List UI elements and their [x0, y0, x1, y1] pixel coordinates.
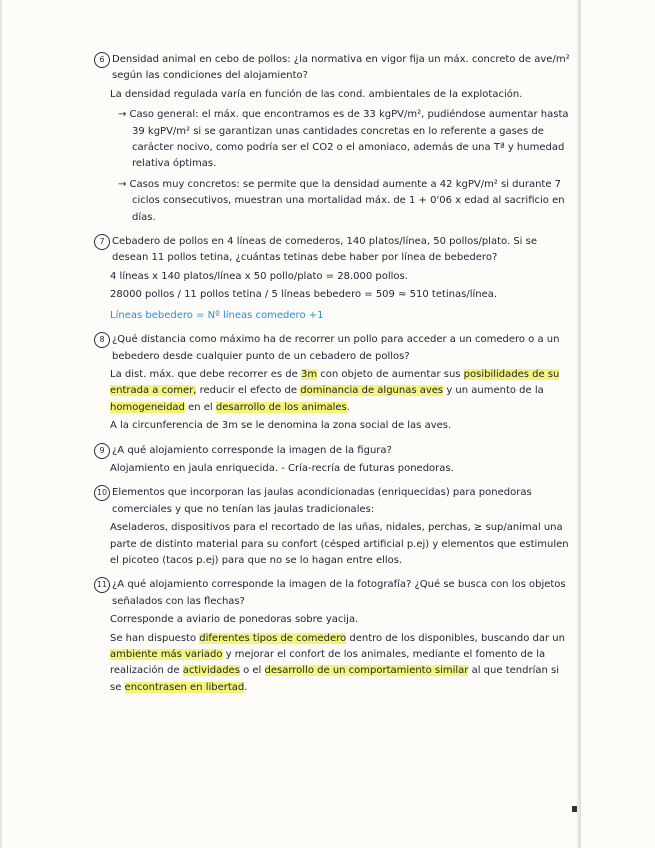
answer-fragment: Se han dispuesto [110, 632, 200, 644]
question-11-head [96, 577, 570, 610]
question-text: ¿A qué alojamiento corresponde la imagen de la fotografía? ¿Qué se busca con los objetos señalados con las flechas? [112, 579, 566, 607]
answer-fragment: y mejorar el confort de los animales, mediante el fomento de la realización de [110, 649, 546, 677]
highlighted-text: ambiente más variado [110, 649, 223, 660]
answer-bullet: → Caso general: el máx. que encontramos es de 33 kgPV/m², pudiéndose aumentar hasta 39 kgPV/m² si se garantizan unas cantidades concretas en lo referente a gases de carácter nocivo, como podría ser el CO2 o el amoniaco, además de una Tª y humedad relativa óptimas. [118, 109, 569, 170]
highlighted-text: desarrollo de los animales [215, 401, 347, 413]
highlighted-text: posibilidades de su entrada a comer, [110, 368, 560, 397]
answer-fragment: y un aumento de la [443, 385, 544, 397]
question-10 [96, 485, 570, 569]
answer-fragment: dentro de los disponibles, buscando dar un [346, 632, 565, 644]
answer-text: A la circunferencia de 3m se le denomina la zona social de las aves. [110, 420, 452, 432]
question-11 [96, 577, 570, 696]
answer-fragment: con objeto de aumentar sus [317, 368, 464, 380]
answer-fragment: La dist. máx. que debe recorrer es de [110, 368, 301, 380]
answer-fragment: . [346, 401, 350, 413]
answer-text: La densidad regulada varía en función de las cond. ambientales de la explotación. [110, 88, 523, 100]
answer-text: Corresponde a aviario de ponedoras sobre yacija. [110, 614, 359, 626]
answer-fragment: reducir el efecto de [196, 385, 301, 397]
question-text: ¿A qué alojamiento corresponde la imagen de la figura? [112, 444, 392, 456]
binding-gutter [577, 0, 581, 848]
highlighted-text: homogeneidad [110, 401, 185, 413]
answer-text [110, 631, 570, 697]
answer-fragment: . [244, 681, 248, 693]
calculation-line: 4 líneas x 140 platos/línea x 50 pollo/plato = 28.000 pollos. [110, 270, 408, 282]
question-number: 9 [94, 443, 110, 459]
answer-text: Aseladeros, dispositivos para el recortado de las uñas, nidales, perchas, ≥ sup/animal una parte de distinto material para su confort (césped artificial p.ej) y elementos que estimulen el picoteo (tacos p.ej) para que no se lo hagan entre ellos. [110, 522, 569, 566]
question-number: 11 [94, 577, 110, 593]
question-6-head [99, 52, 570, 85]
question-6 [99, 52, 570, 226]
highlighted-text: desarrollo de un comportamiento similar [264, 665, 469, 677]
question-number: 7 [94, 234, 110, 250]
highlighted-text: encontrasen en libertad [124, 681, 245, 693]
answer-text: Alojamiento en jaula enriquecida. - Cría-recría de futuras ponedoras. [110, 462, 454, 474]
answer-fragment: al que tendrían si se [110, 665, 559, 693]
question-number: 8 [94, 332, 110, 348]
corner-mark [572, 806, 577, 812]
question-7-head [99, 234, 570, 267]
question-8-head [99, 332, 570, 365]
handwritten-notes [96, 52, 570, 704]
question-number: 10 [94, 485, 110, 501]
question-text: Cebadero de pollos en 4 líneas de comederos, 140 platos/línea, 50 pollos/plato. Si se desean 11 pollos tetina, ¿cuántas tetinas debe haber por línea de bebedero? [112, 236, 537, 264]
highlighted-text: diferentes tipos de comedero [199, 632, 347, 644]
answer-fragment: o el [239, 665, 265, 677]
question-9-head [99, 443, 570, 459]
question-9 [99, 443, 570, 478]
question-number: 6 [94, 52, 110, 68]
blue-note: Líneas bebedero = Nº líneas comedero +1 [110, 309, 324, 321]
answer-fragment: en el [184, 401, 216, 413]
highlighted-text: dominancia de algunas aves [300, 385, 444, 397]
answer-text [110, 367, 570, 416]
question-7 [99, 234, 570, 324]
calculation-line: 28000 pollos / 11 pollos tetina / 5 líneas bebedero = 509 ≈ 510 tetinas/línea. [110, 289, 498, 301]
question-8 [99, 332, 570, 434]
question-10-head [96, 485, 570, 518]
question-text: Elementos que incorporan las jaulas acondicionadas (enriquecidas) para ponedoras comerciales y que no tenían las jaulas tradicionales: [112, 487, 532, 515]
question-text: ¿Qué distancia como máximo ha de recorrer un pollo para acceder a un comedero o a un bebedero desde cualquier punto de un cebadero de pollos? [112, 334, 560, 362]
highlighted-text: 3m [300, 368, 318, 380]
question-text: Densidad animal en cebo de pollos: ¿la normativa en vigor fija un máx. concreto de ave/m² según las condiciones del alojamiento? [112, 54, 570, 82]
answer-bullet: → Casos muy concretos: se permite que la densidad aumente a 42 kgPV/m² si durante 7 ciclos consecutivos, muestran una mortalidad máx. de 1 + 0'06 x edad al sacrificio en días. [118, 178, 565, 223]
highlighted-text: actividades [182, 665, 240, 677]
